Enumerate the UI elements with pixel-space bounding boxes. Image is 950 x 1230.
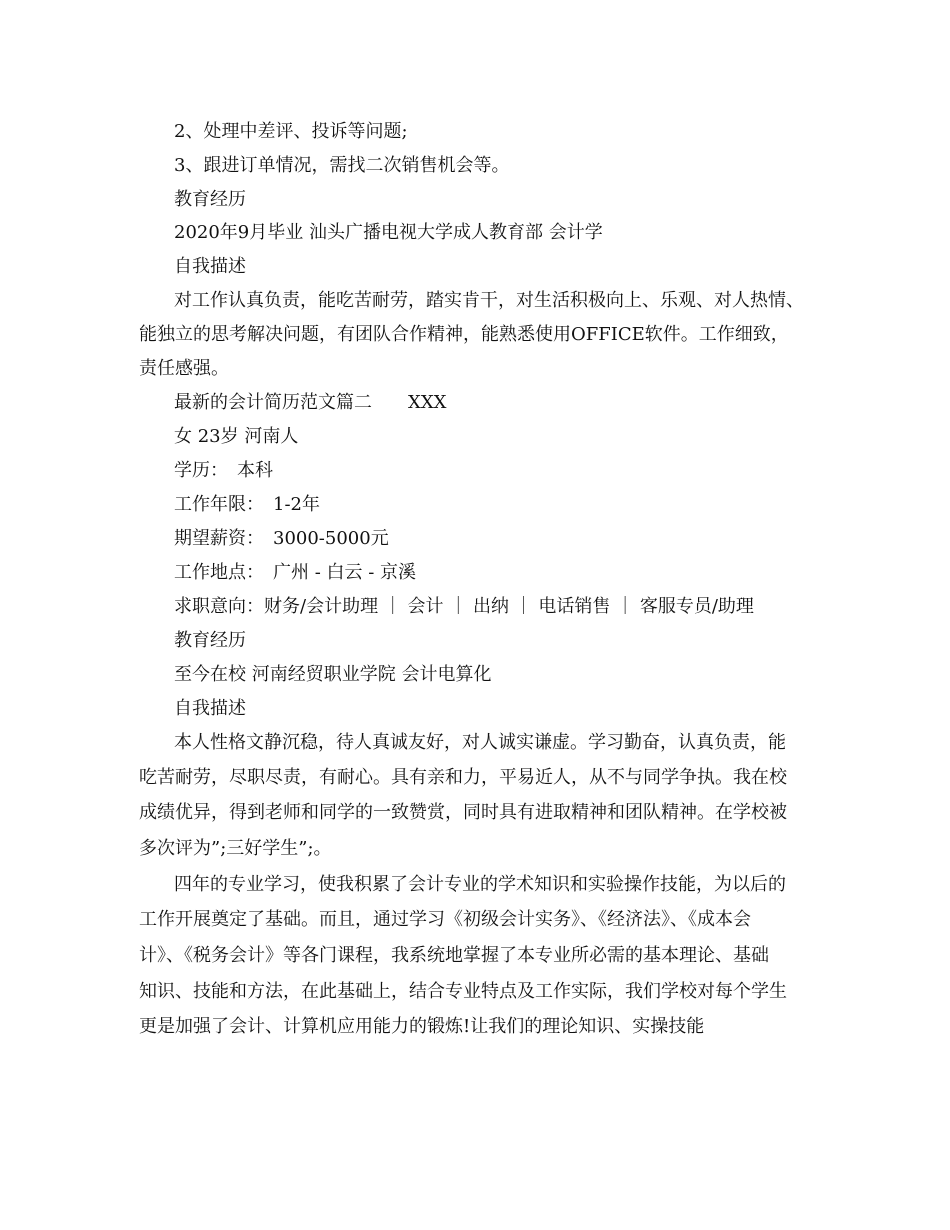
- paragraph-line: 成绩优异，得到老师和同学的一致赞赏，同时具有进取精神和团队精神。在学校被: [139, 802, 787, 823]
- paragraph-line: 多次评为”;三好学生”;。: [139, 838, 332, 859]
- paragraph-line: 本人性格文静沉稳，待人真诚友好，对人诚实谦虚。学习勤奋，认真负责，能: [174, 732, 786, 753]
- list-item: 3、跟进订单情况，需找二次销售机会等。: [174, 155, 510, 176]
- paragraph-line: 四年的专业学习，使我积累了会计专业的学术知识和实验操作技能，为以后的: [174, 874, 786, 895]
- paragraph-line: 对工作认真负责，能吃苦耐劳，踏实肯干，对生活积极向上、乐观、对人热情、: [174, 290, 804, 311]
- paragraph-line: 能独立的思考解决问题，有团队合作精神，能熟悉使用OFFICE软件。工作细致，: [139, 324, 789, 345]
- section-heading: 教育经历: [174, 630, 246, 651]
- profile-line: 学历： 本科: [174, 460, 273, 481]
- profile-line: 期望薪资： 3000-5000元: [174, 528, 389, 549]
- resume-title: 最新的会计简历范文篇二 XXX: [174, 392, 447, 413]
- paragraph-line: 更是加强了会计、计算机应用能力的锻炼!让我们的理论知识、实操技能: [139, 1016, 705, 1037]
- education-entry: 2020年9月毕业 汕头广播电视大学成人教育部 会计学: [174, 222, 603, 243]
- paragraph-line: 责任感强。: [139, 358, 229, 379]
- section-heading: 自我描述: [174, 256, 246, 277]
- profile-line: 工作年限： 1-2年: [174, 494, 320, 515]
- profile-line: 女 23岁 河南人: [174, 426, 299, 447]
- section-heading: 自我描述: [174, 698, 246, 719]
- profile-line: 求职意向：财务/会计助理 ｜ 会计 ｜ 出纳 ｜ 电话销售 ｜ 客服专员/助理: [174, 596, 754, 617]
- section-heading: 教育经历: [174, 189, 246, 210]
- paragraph-line: 吃苦耐劳，尽职尽责，有耐心。具有亲和力，平易近人，从不与同学争执。我在校: [139, 767, 787, 788]
- list-item: 2、处理中差评、投诉等问题;: [174, 121, 408, 142]
- paragraph-line: 工作开展奠定了基础。而且，通过学习《初级会计实务》、《经济法》、《成本会: [139, 909, 751, 930]
- profile-line: 工作地点： 广州 - 白云 - 京溪: [174, 562, 417, 583]
- paragraph-line: 知识、技能和方法，在此基础上，结合专业特点及工作实际，我们学校对每个学生: [139, 981, 787, 1002]
- paragraph-line: 计》、《税务会计》等各门课程，我系统地掌握了本专业所必需的基本理论、基础: [139, 945, 769, 966]
- education-entry: 至今在校 河南经贸职业学院 会计电算化: [174, 664, 492, 685]
